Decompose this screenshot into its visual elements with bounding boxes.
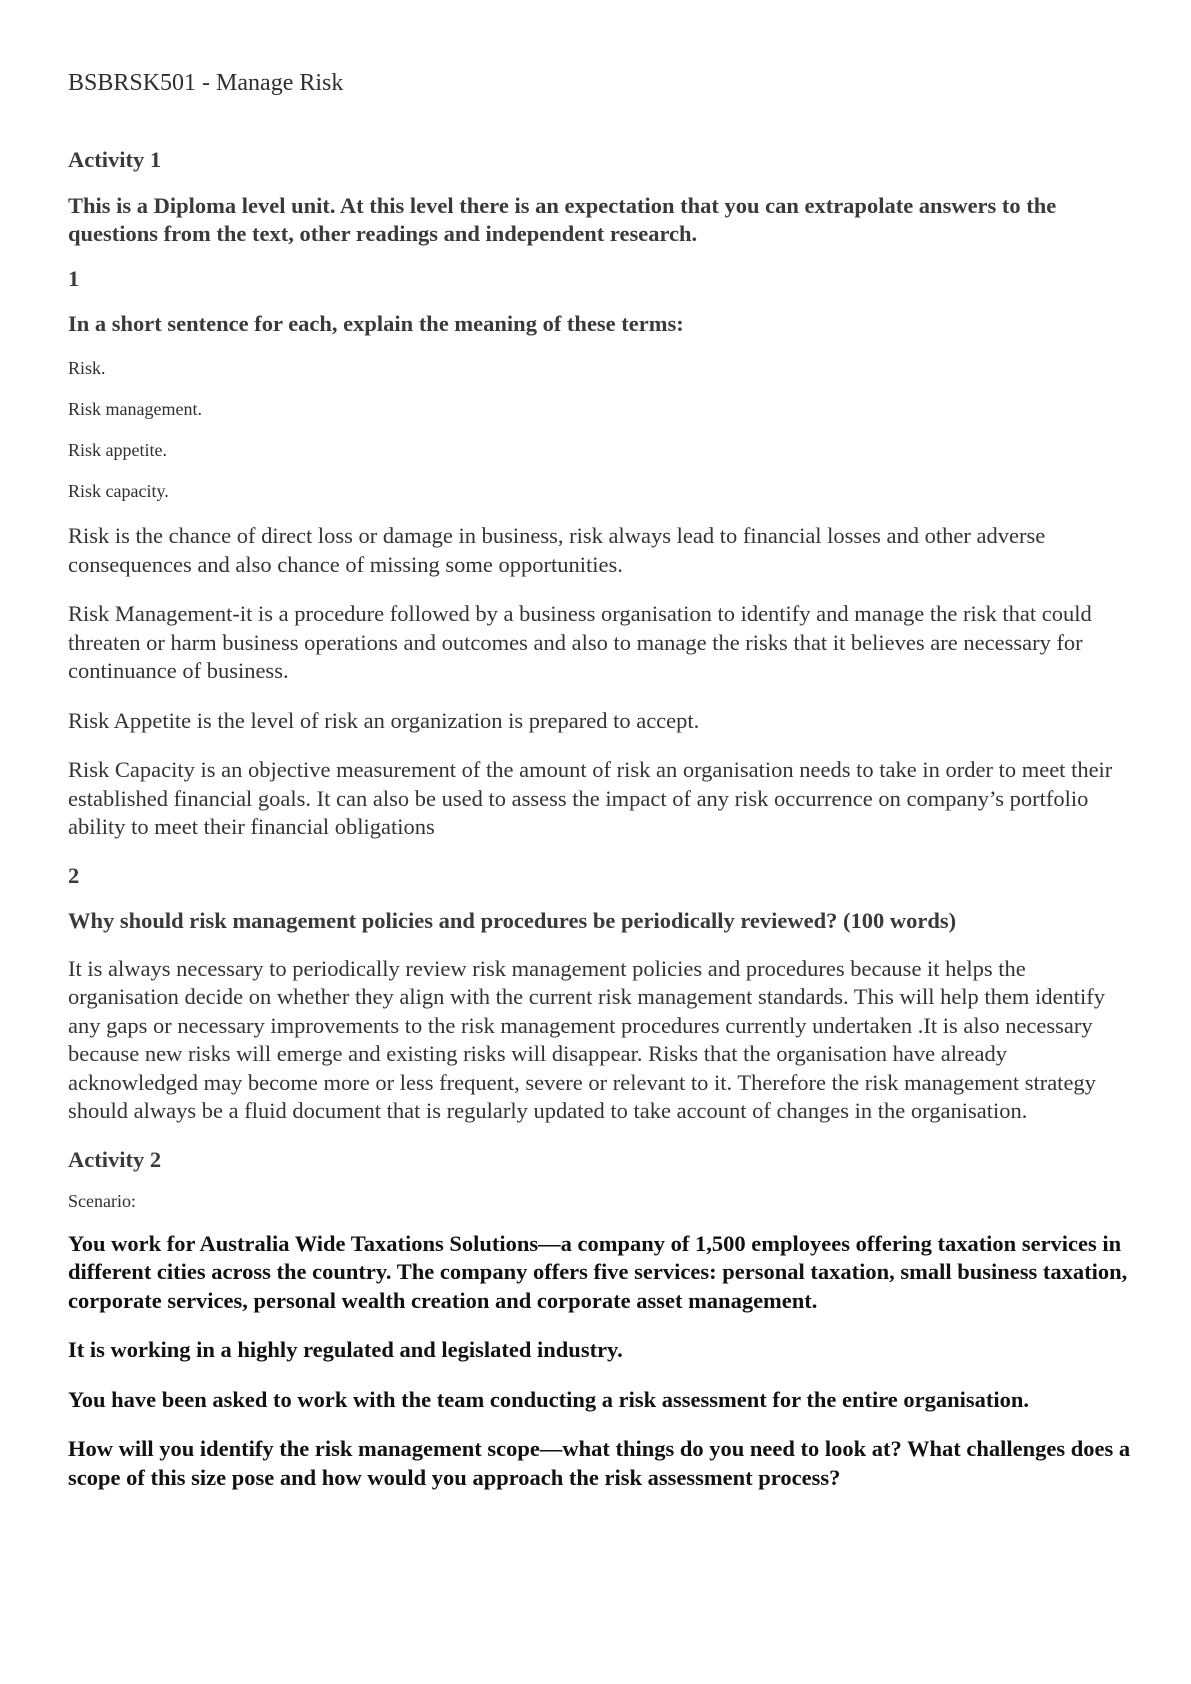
term-risk: Risk. xyxy=(68,358,106,378)
answer-risk-capacity: Risk Capacity is an objective measurement of the amount of risk an organisation needs to take in order to meet their established financial goals. It can also be used to assess the impact of any risk occurrence on company’s portfolio ability to meet their financial obligations xyxy=(68,757,1113,839)
term-risk-capacity: Risk capacity. xyxy=(68,481,169,501)
scenario-paragraph-1: You work for Australia Wide Taxations Solutions—a company of 1,500 employees offering taxation services in different cities across the country. The company offers five services: personal taxation, small business taxation, corporate services, personal wealth creation and corporate asset management. xyxy=(68,1230,1128,1313)
question-2-number: 2 xyxy=(68,862,80,888)
scenario-paragraph-3: You have been asked to work with the team conducting a risk assessment for the entire organisation. xyxy=(68,1386,1030,1412)
question-1-prompt: In a short sentence for each, explain the meaning of these terms: xyxy=(68,311,684,336)
term-risk-appetite: Risk appetite. xyxy=(68,440,167,460)
scenario-paragraph-4: How will you identify the risk management scope—what things do you need to look at? What challenges does a scope of this size pose and how would you approach the risk assessment process? xyxy=(68,1436,1131,1490)
scenario-paragraph-2: It is working in a highly regulated and legislated industry. xyxy=(68,1337,623,1362)
answer-risk: Risk is the chance of direct loss or damage in business, risk always lead to financial losses and other adverse consequences and also chance of missing some opportunities. xyxy=(68,523,1046,577)
document-header: BSBRSK501 - Manage Risk xyxy=(68,70,344,96)
question-2-prompt: Why should risk management policies and procedures be periodically reviewed? (100 words) xyxy=(68,907,957,933)
activity-2-heading: Activity 2 xyxy=(68,1146,162,1172)
term-risk-management: Risk management. xyxy=(68,399,202,419)
answer-risk-appetite: Risk Appetite is the level of risk an organization is prepared to accept. xyxy=(68,707,700,733)
activity-1-heading: Activity 1 xyxy=(68,147,162,172)
answer-risk-management: Risk Management-it is a procedure followed by a business organisation to identify and manage the risk that could threaten or harm business operations and outcomes and also to manage the risks that it believes are necessary for continuance of business. xyxy=(68,601,1092,683)
scenario-label: Scenario: xyxy=(68,1190,136,1211)
activity-1-intro: This is a Diploma level unit. At this level there is an expectation that you can extrapolate answers to the questions from the text, other readings and independent research. xyxy=(68,193,1057,246)
question-1-number: 1 xyxy=(68,266,80,291)
answer-question-2: It is always necessary to periodically review risk management policies and procedures because it helps the organisation decide on whether they align with the current risk management standards. This will help them identify any gaps or necessary improvements to the risk management procedures currently undertaken .It is also necessary because new risks will emerge and existing risks will disappear. Risks that the organisation have already acknowledged may become more or less frequent, severe or relevant to it. Therefore the risk management strategy should always be a fluid document that is regularly updated to take account of changes in the organisation. xyxy=(68,955,1106,1123)
